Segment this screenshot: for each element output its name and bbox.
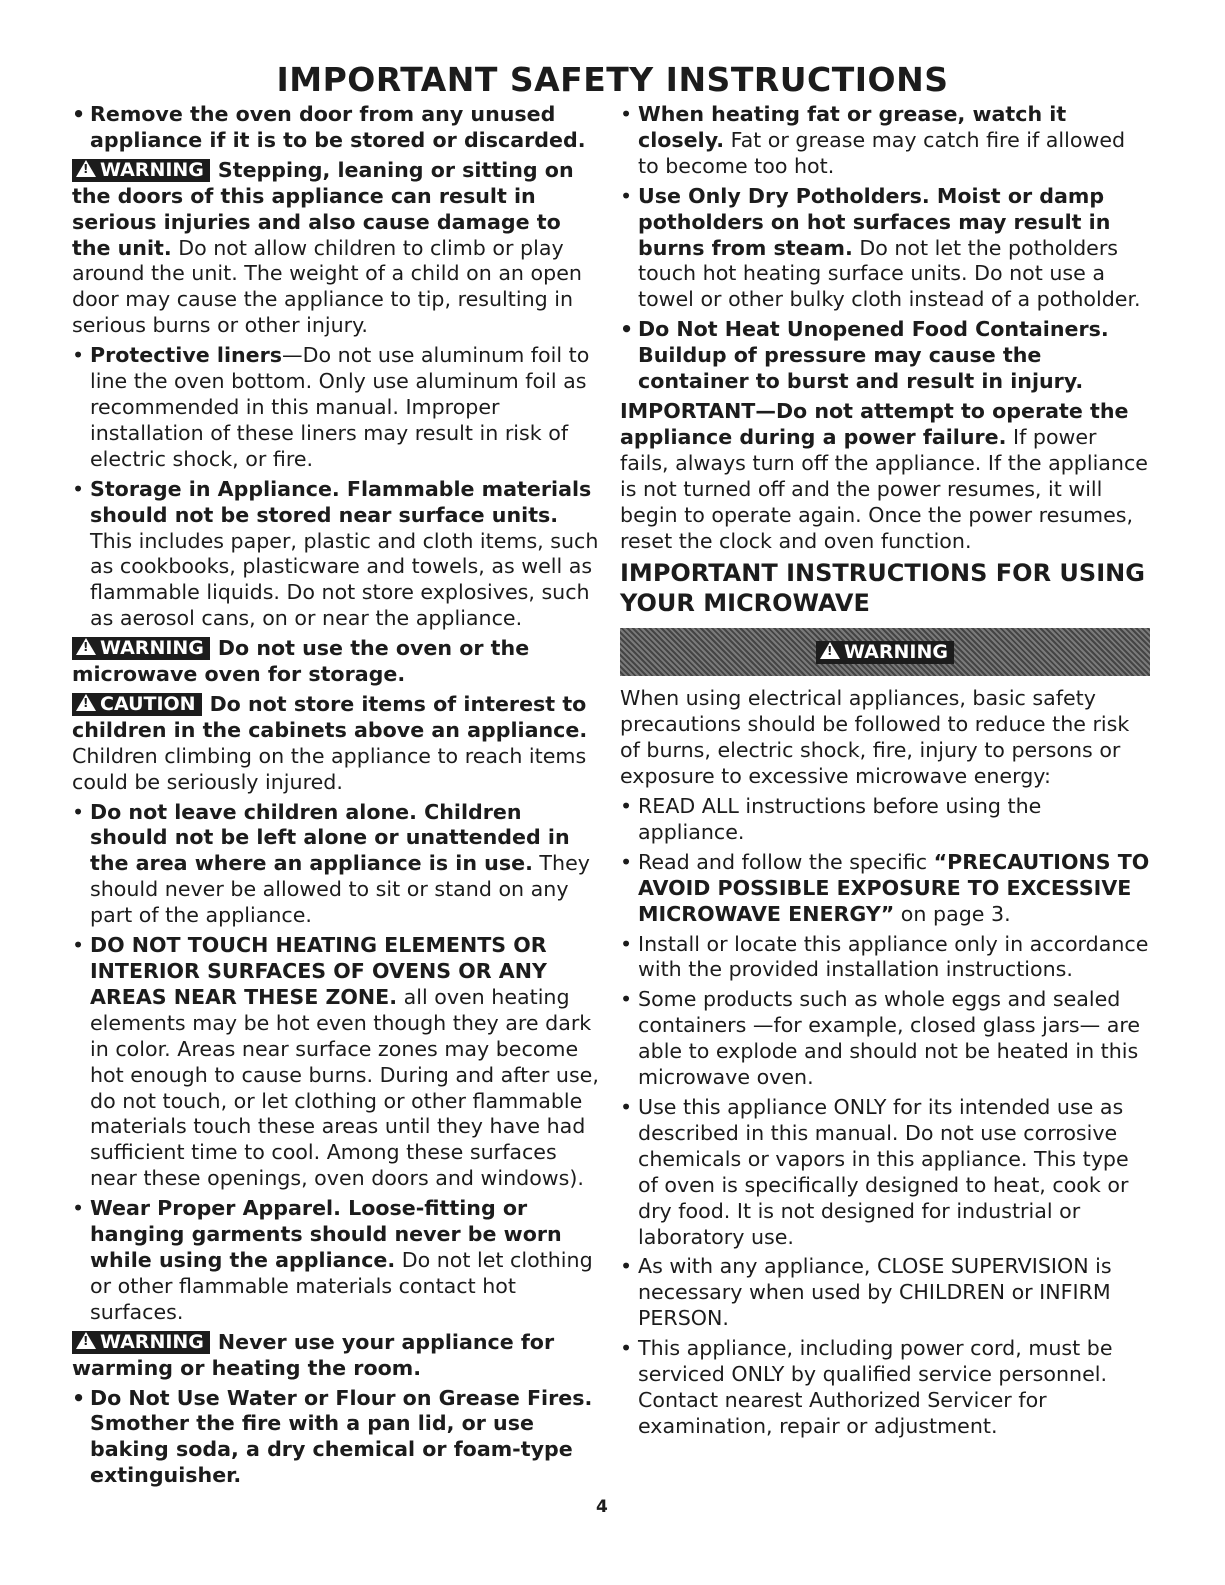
list-item: • Wear Proper Apparel. Loose-fitting or hanging garments should never be worn while using the appliance. Do not let clothing or other flammable materials contact hot surfaces. [72, 1196, 602, 1326]
list-item: • Some products such as whole eggs and sealed containers —for example, closed glass jars— are able to explode and should not be heated in this microwave oven. [620, 987, 1150, 1091]
list-item: • Do not leave children alone. Children should not be left alone or unattended in the area where an appliance is in use. They should never be allowed to sit or stand on any part of the appliance. [72, 800, 602, 930]
list-item: • Do Not Use Water or Flour on Grease Fires. Smother the fire with a pan lid, or use baking soda, a dry chemical or foam-type extinguisher. [72, 1386, 602, 1490]
left-column [72, 102, 602, 1493]
caution-badge: !CAUTION [72, 693, 202, 716]
warning-triangle-icon [76, 160, 96, 177]
warning-triangle-icon [76, 1332, 96, 1349]
list-item: • Remove the oven door from any unused appliance if it is to be stored or discarded. [72, 102, 602, 154]
right-column [620, 102, 1150, 1444]
warning-badge: !WARNING [72, 1331, 210, 1354]
list-item: • READ ALL instructions before using the appliance. [620, 794, 1150, 846]
list-item: • Do Not Heat Unopened Food Containers. Buildup of pressure may cause the container to burst and result in injury. [620, 317, 1150, 395]
warning-paragraph: !WARNING Stepping, leaning or sitting on the doors of this appliance can result in serious injuries and also cause damage to the unit. Do not allow children to climb or play around the unit. The weight of a child on an open door may cause the appliance to tip, resulting in serious burns or other injury. [72, 158, 602, 339]
list-item: • When heating fat or grease, watch it closely. Fat or grease may catch fire if allowed to become too hot. [620, 102, 1150, 180]
list-item: • Read and follow the specific “PRECAUTIONS TO AVOID POSSIBLE EXPOSURE TO EXCESSIVE MICROWAVE ENERGY” on page 3. [620, 850, 1150, 928]
important-paragraph: IMPORTANT—Do not attempt to operate the appliance during a power failure. If power fails, always turn off the appliance. If the appliance is not turned off and the power resumes, it will begin to operate again. Once the power resumes, reset the clock and oven function. [620, 398, 1148, 553]
list-item: • This appliance, including power cord, must be serviced ONLY by qualified service personnel. Contact nearest Authorized Servicer for examination, repair or adjustment. [620, 1336, 1150, 1440]
warning-triangle-icon [820, 642, 840, 659]
list-item: • DO NOT TOUCH HEATING ELEMENTS OR INTERIOR SURFACES OF OVENS OR ANY AREAS NEAR THESE ZONE. all oven heating elements may be hot even though they are dark in color. Areas near surface zones may become hot enough to cause burns. During and after use, do not touch, or let clothing or other flammable materials touch these areas until they have had sufficient time to cool. Among these surfaces near these openings, oven doors and windows). [72, 933, 602, 1192]
page-title: IMPORTANT SAFETY INSTRUCTIONS [276, 60, 949, 99]
list-item: • As with any appliance, CLOSE SUPERVISION is necessary when used by CHILDREN or INFIRM PERSON. [620, 1254, 1150, 1332]
section-title: IMPORTANT INSTRUCTIONS FOR USING YOUR MICROWAVE [620, 559, 1145, 618]
list-item: • Use Only Dry Potholders. Moist or damp potholders on hot surfaces may result in burns from steam. Do not let the potholders touch hot heating surface units. Do not use a towel or other bulky cloth instead of a potholder. [620, 184, 1150, 314]
warning-paragraph: !WARNING Do not use the oven or the microwave oven for storage. [72, 636, 602, 688]
warning-badge: !WARNING [72, 159, 210, 182]
list-item: • Install or locate this appliance only in accordance with the provided installation instructions. [620, 932, 1150, 984]
warning-badge: !WARNING [816, 641, 954, 664]
intro-paragraph: When using electrical appliances, basic safety precautions should be followed to reduce the risk of burns, electric shock, fire, injury to persons or exposure to excessive microwave energy: [620, 686, 1130, 789]
list-item: • Protective liners—Do not use aluminum foil to line the oven bottom. Only use aluminum foil as recommended in this manual. Improper installation of these liners may result in risk of electric shock, or fire. [72, 343, 602, 473]
list-item: • Use this appliance ONLY for its intended use as described in this manual. Do not use corrosive chemicals or vapors in this appliance. This type of oven is specifically designed to heat, cook or dry food. It is not designed for industrial or laboratory use. [620, 1095, 1150, 1250]
warning-triangle-icon [76, 694, 96, 711]
warning-paragraph: !WARNING Never use your appliance for warming or heating the room. [72, 1330, 602, 1382]
caution-paragraph: !CAUTION Do not store items of interest to children in the cabinets above an appliance. Children climbing on the appliance to reach items could be seriously injured. [72, 692, 602, 796]
warning-badge: !WARNING [72, 637, 210, 660]
page-number: 4 [596, 1497, 608, 1517]
warning-triangle-icon [76, 638, 96, 655]
warning-banner [620, 628, 1150, 676]
list-item: • Storage in Appliance. Flammable materials should not be stored near surface units. This includes paper, plastic and cloth items, such as cookbooks, plasticware and towels, as well as flammable liquids. Do not store explosives, such as aerosol cans, on or near the appliance. [72, 477, 602, 632]
